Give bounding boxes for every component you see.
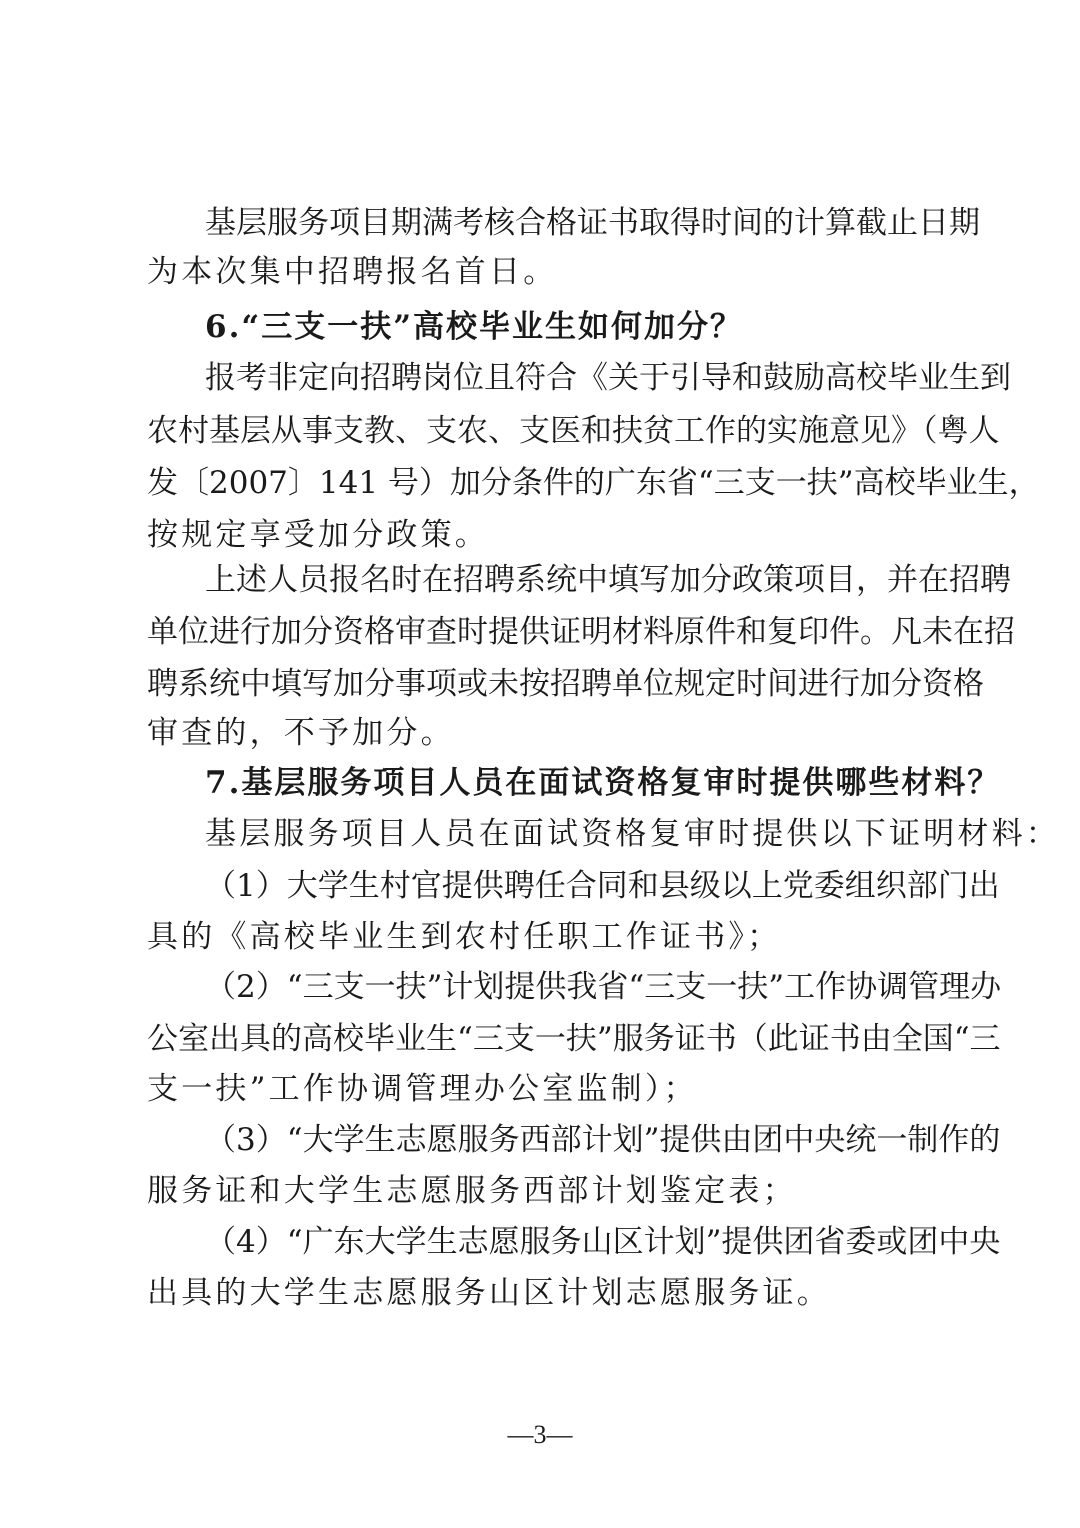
list-item-line: （3）“大学生志愿服务西部计划”提供由团中央统一制作的 <box>205 1122 1001 1158</box>
list-item-line: 公室出具的高校毕业生“三支一扶”服务证书（此证书由全国“三 <box>147 1021 1001 1057</box>
paragraph-line: 农村基层从事支教、支农、支医和扶贫工作的实施意见》（粤人 <box>147 413 1000 449</box>
section-heading-6: 6.“三支一扶”高校毕业生如何加分？ <box>205 309 744 345</box>
section-heading-7: 7.基层服务项目人员在面试资格复审时提供哪些材料？ <box>205 765 1001 801</box>
paragraph-line: 审查的，不予加分。 <box>147 715 455 751</box>
paragraph-line: 单位进行加分资格审查时提供证明材料原件和复印件。凡未在招 <box>147 614 1015 650</box>
paragraph-line: 为本次集中招聘报名首日。 <box>147 254 558 290</box>
list-item-line: 具的《高校毕业生到农村任职工作证书》； <box>147 919 782 955</box>
list-item-line: （4）“广东大学生志愿服务山区计划”提供团省委或团中央 <box>205 1224 1001 1260</box>
paragraph-line: 报考非定向招聘岗位且符合《关于引导和鼓励高校毕业生到 <box>205 360 1011 396</box>
paragraph-line: 基层服务项目期满考核合格证书取得时间的计算截止日期 <box>205 205 980 241</box>
paragraph-line: 上述人员报名时在招聘系统中填写加分政策项目，并在招聘 <box>205 562 1011 598</box>
list-item-line: （2）“三支一扶”计划提供我省“三支一扶”工作协调管理办 <box>205 969 1002 1005</box>
paragraph-line: 基层服务项目人员在面试资格复审时提供以下证明材料： <box>205 816 1060 852</box>
list-item-line: 支一扶”工作协调管理办公室监制）； <box>147 1071 698 1107</box>
list-item-line: （1）大学生村官提供聘任合同和县级以上党委组织部门出 <box>205 868 1000 904</box>
paragraph-line: 发〔2007〕141 号）加分条件的广东省“三支一扶”高校毕业生， <box>147 465 1040 501</box>
page-number: —3— <box>507 1420 573 1449</box>
paragraph-line: 按规定享受加分政策。 <box>147 517 489 553</box>
list-item-line: 服务证和大学生志愿服务西部计划鉴定表； <box>147 1173 797 1209</box>
paragraph-line: 聘系统中填写加分事项或未按招聘单位规定时间进行加分资格 <box>147 666 984 702</box>
list-item-line: 出具的大学生志愿服务山区计划志愿服务证。 <box>147 1275 831 1311</box>
